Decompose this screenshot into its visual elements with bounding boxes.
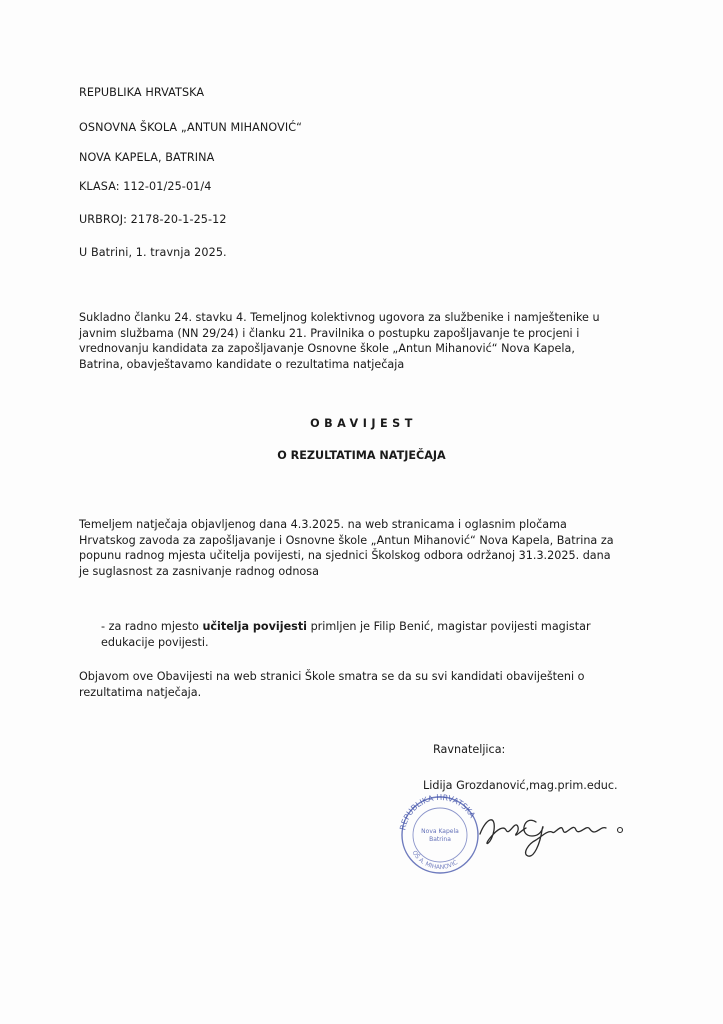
stamp-center-line2: Batrina (429, 836, 451, 843)
hiring-prefix: - za radno mjesto (101, 620, 203, 633)
header-klasa: KLASA: 112-01/25-01/4 (79, 180, 212, 193)
body-text: Temeljem natječaja objavljenog dana 4.3.2025. na web stranicama i oglasnim pločama Hrvatskog zavoda za zapošljavanje i Osnovne škole „Antun Mihanović“ Nova Kapela, Batrina za popunu radnog mjesta učitelja povijesti, na sjednici Školskog odbora održanoj 31.3.2025. dana je suglasnost za zasnivanje radnog odnosa (79, 518, 614, 578)
hiring-result-item (101, 619, 621, 651)
header-location: NOVA KAPELA, BATRINA (79, 151, 215, 164)
signatory-name: Lidija Grozdanović,mag.prim.educ. (423, 779, 618, 792)
closing-text: Objavom ove Obavijesti na web stranici Škole smatra se da su svi kandidati obaviješteni o rezultatima natječaja. (79, 670, 585, 699)
header-republic: REPUBLIKA HRVATSKA (79, 86, 205, 99)
stamp-center-line1: Nova Kapela (421, 828, 459, 835)
signatory-title: Ravnateljica: (433, 743, 506, 756)
stamp-bottom-text: OŠ A. MIHANOVIĆ (410, 849, 460, 872)
header-place-date: U Batrini, 1. travnja 2025. (79, 246, 227, 259)
notice-subtitle: O REZULTATIMA NATJEČAJA (277, 449, 446, 462)
handwritten-signature (470, 800, 640, 860)
notice-title: OBAVIJEST (310, 417, 417, 430)
closing-paragraph (79, 669, 619, 700)
hiring-suffix: primljen je Filip Benić, magistar povijesti magistar edukacije povijesti. (101, 620, 591, 649)
intro-paragraph (79, 310, 619, 372)
intro-text: Sukladno članku 24. stavku 4. Temeljnog kolektivnog ugovora za službenike i namještenike u javnim službama (NN 29/24) i članku 21. Pravilnika o postupku zapošljavanje te procjeni i vrednovanju kandidata za zapošljavanje Osnovne škole „Antun Mihanović“ Nova Kapela, Batrina, obavještavamo kandidate o rezultatima natječaja (79, 311, 600, 371)
header-school: OSNOVNA ŠKOLA „ANTUN MIHANOVIĆ“ (79, 121, 303, 134)
header-urbroj: URBROJ: 2178-20-1-25-12 (79, 213, 227, 226)
stamp-ring-text: REPUBLIKA HRVATSKA (398, 792, 477, 832)
body-paragraph (79, 517, 619, 579)
hiring-position: učitelja povijesti (202, 620, 308, 633)
